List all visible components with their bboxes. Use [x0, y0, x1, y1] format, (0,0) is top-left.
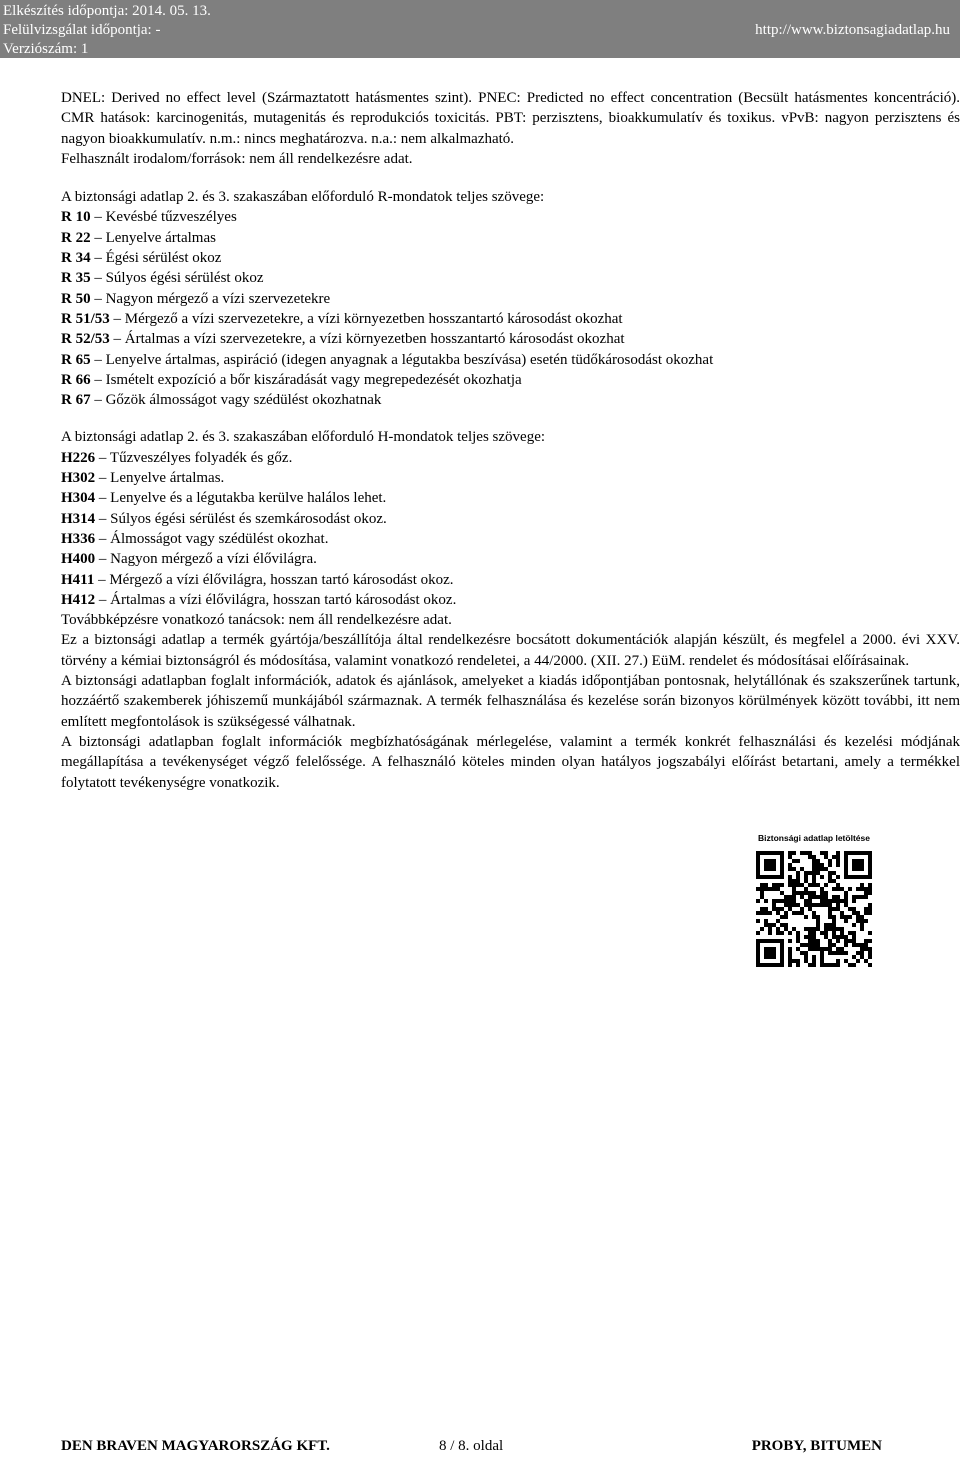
- qr-download-block[interactable]: [755, 833, 873, 967]
- list-item: H411 – Mérgező a vízi élővilágra, hosszan tartó károsodást okoz.: [61, 571, 454, 588]
- phrase-code: H226: [61, 449, 96, 466]
- r-section-title: A biztonsági adatlap 2. és 3. szakaszában előforduló R-mondatok teljes szövege:: [61, 189, 545, 206]
- qr-caption: Biztonsági adatlap letöltése: [758, 833, 870, 843]
- list-item: R 65 – Lenyelve ártalmas, aspiráció (idegen anyagnak a légutakba beszívása) esetén tüdőkárosodást okozhat: [61, 351, 714, 368]
- phrase-text: Mérgező a vízi szervezetekre, a vízi környezetben hosszantartó károsodást okozhat: [124, 310, 623, 327]
- phrase-code: R 34: [61, 250, 91, 267]
- phrase-code: R 65: [61, 351, 91, 368]
- h-section-title: A biztonsági adatlap 2. és 3. szakaszában előforduló H-mondatok teljes szövege:: [61, 429, 546, 446]
- header-meta: [3, 2, 211, 59]
- phrase-code: R 67: [61, 392, 91, 409]
- list-item: H302 – Lenyelve ártalmas.: [61, 470, 225, 487]
- list-item: R 66 – Ismételt expozíció a bőr kiszáradását vagy megrepedezését okozhatja: [61, 371, 522, 388]
- list-item: H336 – Álmosságot vagy szédülést okozhat.: [61, 530, 329, 547]
- list-item: H314 – Súlyos égési sérülést és szemkárosodást okoz.: [61, 510, 387, 527]
- phrase-code: R 66: [61, 371, 91, 388]
- phrase-code: H314: [61, 510, 96, 527]
- review-date: Felülvizsgálat időpontja: -: [3, 22, 161, 38]
- phrase-code: R 52/53: [61, 331, 110, 348]
- phrase-code: R 50: [61, 290, 91, 307]
- sources-paragraph: Felhasznált irodalom/források: nem áll rendelkezésre adat.: [61, 150, 413, 167]
- phrase-text: Lenyelve és a légutakba kerülve halálos lehet.: [110, 490, 387, 507]
- footer-product: PROBY, BITUMEN: [751, 1438, 882, 1454]
- phrase-text: Ártalmas a vízi élővilágra, hosszan tartó károsodást okoz.: [110, 591, 457, 608]
- phrase-code: H411: [61, 571, 95, 588]
- phrase-text: Lenyelve ártalmas.: [110, 470, 225, 487]
- phrase-text: Nagyon mérgező a vízi szervezetekre: [105, 290, 331, 307]
- phrase-code: H412: [61, 591, 96, 608]
- phrase-text: Ismételt expozíció a bőr kiszáradását vagy megrepedezését okozhatja: [105, 371, 522, 388]
- phrase-text: Nagyon mérgező a vízi élővilágra.: [110, 551, 317, 568]
- phrase-text: Mérgező a vízi élővilágra, hosszan tartó károsodást okoz.: [109, 571, 454, 588]
- phrase-text: Lenyelve ártalmas, aspiráció (idegen anyagnak a légutakba beszívása) esetén tüdőkárosodást okozhat: [105, 351, 714, 368]
- phrase-code: R 10: [61, 209, 91, 226]
- list-item: R 34 – Égési sérülést okoz: [61, 250, 222, 267]
- list-item: R 50 – Nagyon mérgező a vízi szervezetekre: [61, 290, 331, 307]
- phrase-text: Tűzveszélyes folyadék és gőz.: [109, 449, 293, 466]
- phrase-code: R 51/53: [61, 310, 110, 327]
- phrase-code: H302: [61, 470, 96, 487]
- training-paragraph: Továbbképzésre vonatkozó tanácsok: nem áll rendelkezésre adat.: [61, 612, 452, 629]
- list-item: R 52/53 – Ártalmas a vízi szervezetekre, a vízi környezetben hosszantartó károsodást okozhat: [61, 331, 625, 348]
- list-item: H412 – Ártalmas a vízi élővilágra, hosszan tartó károsodást okoz.: [61, 591, 457, 608]
- list-item: R 67 – Gőzök álmosságot vagy szédülést okozhatnak: [61, 392, 382, 409]
- legal-paragraph: Ez a biztonsági adatlap a termék gyártója/beszállítója által rendelkezésre bocsátott dokumentációk alapján készült, és megfelel a 2000. évi XXV. törvény a kémiai biztonságról és módosítása, valamint vonatkozó rendeletei, a 44/2000. (XII. 27.) EüM. rendelet és módosításai előírásainak.: [61, 632, 960, 669]
- phrase-code: R 22: [61, 229, 91, 246]
- phrase-text: Súlyos égési sérülést okoz: [105, 270, 264, 287]
- h-phrase-list: [61, 448, 960, 610]
- document-body: [61, 88, 960, 793]
- website-link[interactable]: http://www.biztonsagiadatlap.hu: [755, 22, 950, 38]
- list-item: R 51/53 – Mérgező a vízi szervezetekre, a vízi környezetben hosszantartó károsodást okozhat: [61, 310, 623, 327]
- phrase-text: Gőzök álmosságot vagy szédülést okozhatnak: [105, 392, 382, 409]
- definitions-paragraph: DNEL: Derived no effect level (Származtatott hatásmentes szint). PNEC: Predicted no effect concentration (Becsült hatásmentes koncentráció). CMR hatások: karcinogenitás, mutagenitás és reprodukciós toxicitás. PBT: perzisztens, bioakkumulatív és toxikus. vPvB: nagyon perzisztens és nagyon bioakkumulatív. n.m.: nincs meghatározva. n.a.: nem alkalmazható.: [61, 90, 960, 147]
- phrase-text: Ártalmas a vízi szervezetekre, a vízi környezetben hosszantartó károsodást okozhat: [124, 331, 625, 348]
- phrase-code: R 35: [61, 270, 91, 287]
- footer-company: DEN BRAVEN MAGYARORSZÁG KFT.: [61, 1438, 330, 1454]
- list-item: H226 – Tűzveszélyes folyadék és gőz.: [61, 449, 293, 466]
- phrase-text: Égési sérülést okoz: [105, 250, 222, 267]
- list-item: H304 – Lenyelve és a légutakba kerülve halálos lehet.: [61, 490, 387, 507]
- footer-page-number: 8 / 8. oldal: [439, 1438, 504, 1454]
- phrase-text: Álmosságot vagy szédülést okozhat.: [110, 530, 329, 547]
- created-date: Elkészítés időpontja: 2014. 05. 13.: [3, 3, 211, 19]
- version-number: Verziószám: 1: [3, 41, 89, 57]
- r-phrase-list: [61, 207, 960, 410]
- info-paragraph: A biztonsági adatlapban foglalt információk, adatok és ajánlások, amelyeket a kiadás időpontjában pontosnak, helytállónak és szakszerűnek tartunk, hozzáértő szakemberek jóhiszemű munkájából származnak. A termék felhasználása és kezelése során bizonyos körülmények között további, itt nem említett megfontolások is szükségessé válhatnak.: [61, 673, 960, 730]
- list-item: H400 – Nagyon mérgező a vízi élővilágra.: [61, 551, 317, 568]
- list-item: R 10 – Kevésbé tűzveszélyes: [61, 209, 237, 226]
- phrase-code: H336: [61, 530, 96, 547]
- phrase-code: H304: [61, 490, 96, 507]
- page-header: [0, 0, 960, 58]
- phrase-code: H400: [61, 551, 96, 568]
- user-paragraph: A biztonsági adatlapban foglalt információk megbízhatóságának mérlegelése, valamint a termék konkrét felhasználási és kezelési módjának megállapítása a tevékenységet végző felelőssége. A felhasználó köteles minden olyan hatályos jogszabályi előírást betartani, amely a termékkel folytatott tevékenységre vonatkozik.: [61, 733, 960, 791]
- phrase-text: Súlyos égési sérülést és szemkárosodást okoz.: [110, 510, 387, 527]
- list-item: R 35 – Súlyos égési sérülést okoz: [61, 270, 264, 287]
- phrase-text: Kevésbé tűzveszélyes: [105, 209, 237, 226]
- phrase-text: Lenyelve ártalmas: [105, 229, 216, 246]
- qr-code-icon[interactable]: [756, 851, 872, 967]
- list-item: R 22 – Lenyelve ártalmas: [61, 229, 216, 246]
